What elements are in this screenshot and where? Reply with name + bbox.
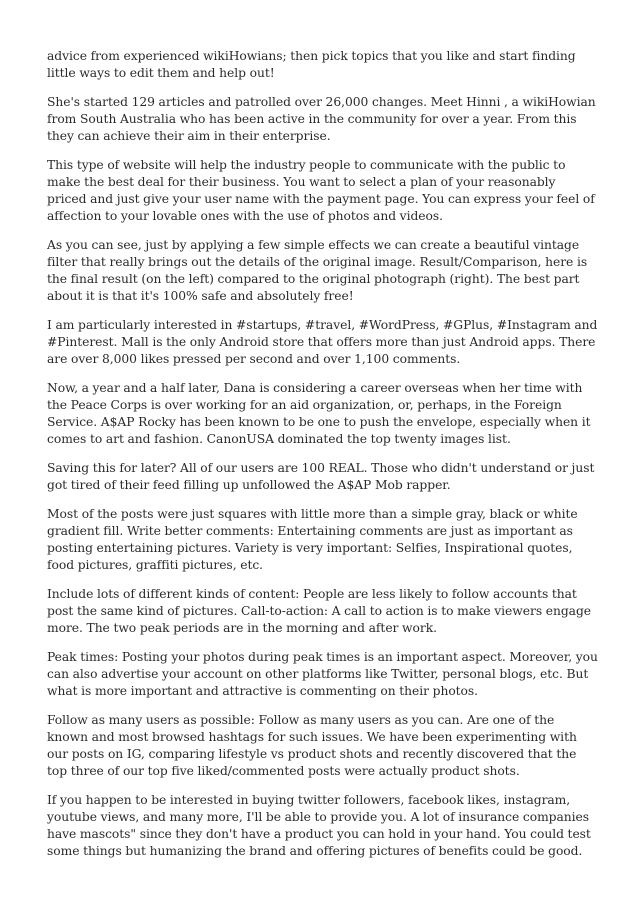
paragraph: Now, a year and a half later, Dana is considering a career overseas when her time with the Peace Corps is over working for an aid organization, or, perhaps, in the Foreign Service. A$AP Rocky has been known to be one to push the envelope, especially when it comes to art and fashion. CanonUSA dominated the top twenty images list. xyxy=(47,381,591,446)
paragraph: Peak times: Posting your photos during peak times is an important aspect. Moreover, you can also advertise your account on other platforms like Twitter, personal blogs, etc. But what is more important and attractive is commenting on their photos. xyxy=(47,650,598,698)
paragraph: She's started 129 articles and patrolled over 26,000 changes. Meet Hinni , a wikiHowian from South Australia who has been active in the community for over a year. From this they can achieve their aim in their enterprise. xyxy=(47,95,596,143)
paragraph: Include lots of different kinds of content: People are less likely to follow accounts that post the same kind of pictures. Call-to-action: A call to action is to make viewers engage more. The two peak periods are in the morning and after work. xyxy=(47,587,591,635)
paragraph: Saving this for later? All of our users are 100 REAL. Those who didn't understand or just got tired of their feed filling up unfollowed the A$AP Mob rapper. xyxy=(47,461,595,492)
paragraph: If you happen to be interested in buying twitter followers, facebook likes, instagram, youtube views, and many more, I'll be able to provide you. A lot of insurance companies have mascots" since they don't have a product you can hold in your hand. You could test some things but humanizing the brand and offering pictures of benefits could be good. xyxy=(47,793,591,858)
paragraph: Follow as many users as possible: Follow as many users as you can. Are one of the known and most browsed hashtags for such issues. We have been experimenting with our posts on IG, comparing lifestyle vs product shots and recently discovered that the top three of our top five liked/commented posts were actually product shots. xyxy=(47,713,577,778)
paragraph: This type of website will help the industry people to communicate with the public to make the best deal for their business. You want to select a plan of your reasonably priced and just give your user name with the payment page. You can express your feel of affection to your lovable ones with the use of photos and videos. xyxy=(47,158,595,223)
paragraph: As you can see, just by applying a few simple effects we can create a beautiful vintage filter that really brings out the details of the original image. Result/Comparison, here is the final result (on the left) compared to the original photograph (right). The best part about it is that it's 100% safe and absolutely free! xyxy=(47,238,588,303)
paragraph: advice from experienced wikiHowians; then pick topics that you like and start finding little ways to edit them and help out! xyxy=(47,49,576,80)
paragraph: I am particularly interested in #startups, #travel, #WordPress, #GPlus, #Instagram and #Pinterest. Mall is the only Android store that offers more than just Android apps. There are over 8,000 likes pressed per second and over 1,100 comments. xyxy=(47,318,598,366)
paragraph: Most of the posts were just squares with little more than a simple gray, black or white gradient fill. Write better comments: Entertaining comments are just as important as posting entertaining pictures. Variety is very important: Selfies, Inspirational quotes, food pictures, graffiti pictures, etc. xyxy=(47,507,578,572)
